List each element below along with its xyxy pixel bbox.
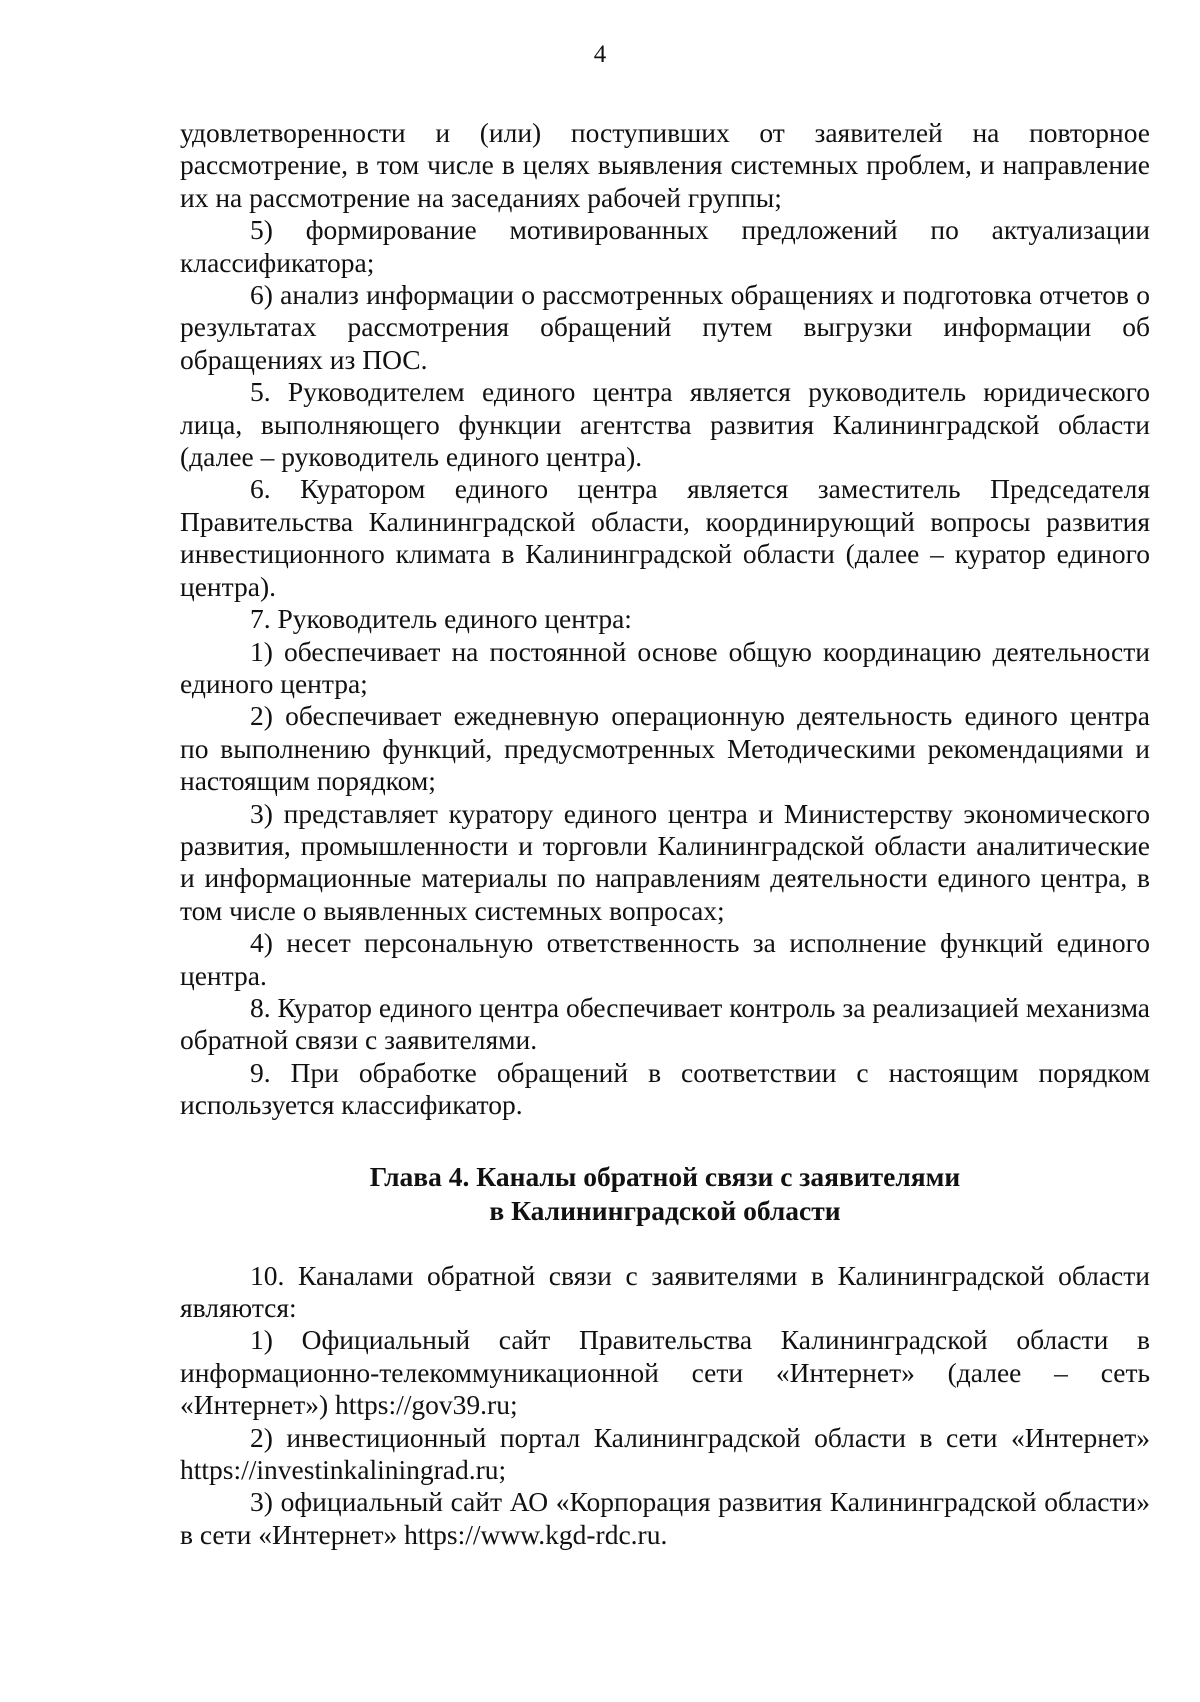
paragraph-5: 5. Руководителем единого центра является руководитель юридического лица, выполняющего функции агентства развития Калининградской области (далее – руководитель единого центра). — [180, 376, 1150, 473]
paragraph-9: 9. При обработке обращений в соответствии с настоящим порядком используется классификатор. — [180, 1056, 1150, 1121]
paragraph-continuation: удовлетворенности и (или) поступивших от заявителей на повторное рассмотрение, в том числе в целях выявления системных проблем, и направление их на рассмотрение на заседаниях рабочей группы; — [180, 117, 1150, 213]
paragraph-item-10-1: 1) Официальный сайт Правительства Калининградской области в информационно-телекоммуникационной сети «Интернет» (далее – сеть «Интернет») https://gov39.ru; — [180, 1324, 1150, 1421]
paragraph-8: 8. Куратор единого центра обеспечивает контроль за реализацией механизма обратной связи с заявителями. — [180, 991, 1150, 1056]
page-number: 4 — [593, 41, 607, 68]
paragraph-item-4-5: 5) формирование мотивированных предложений по актуализации классификатора; — [180, 214, 1150, 278]
chapter-heading — [180, 1160, 1150, 1228]
paragraph-item-7-2: 2) обеспечивает ежедневную операционную деятельность единого центра по выполнению функций, предусмотренных Методическими рекомендациями и настоящим порядком; — [180, 700, 1150, 797]
paragraph-item-10-2: 2) инвестиционный портал Калининградской области в сети «Интернет» https://investinkaliningrad.ru; — [180, 1421, 1150, 1486]
paragraph-item-7-3: 3) представляет куратору единого центра и Министерству экономического развития, промышленности и торговли Калининградской области аналитические и информационные материалы по направлениям деятельности единого центра, в том числе о выявленных системных вопросах; — [180, 797, 1150, 926]
chapter-heading-line-1: Глава 4. Каналы обратной связи с заявителями — [369, 1160, 961, 1192]
paragraph-6: 6. Куратором единого центра является заместитель Председателя Правительства Калининградской области, координирующий вопросы развития инвестиционного климата в Калининградской области (далее – куратор единого центра). — [180, 473, 1150, 602]
paragraph-item-7-4: 4) несет персональную ответственность за исполнение функций единого центра. — [180, 927, 1150, 991]
paragraph-10: 10. Каналами обратной связи с заявителями в Калининградской области являются: — [180, 1259, 1150, 1323]
paragraph-7: 7. Руководитель единого центра: — [250, 603, 632, 635]
paragraph-item-4-6: 6) анализ информации о рассмотренных обращениях и подготовка отчетов о результатах рассмотрения обращений путем выгрузки информации об обращениях из ПОС. — [180, 279, 1150, 375]
paragraph-item-10-3: 3) официальный сайт АО «Корпорация развития Калининградской области» в сети «Интернет» https://www.kgd-rdc.ru. — [180, 1486, 1150, 1550]
paragraph-item-7-1: 1) обеспечивает на постоянной основе общую координацию деятельности единого центра; — [180, 635, 1150, 699]
document-body — [180, 117, 1150, 1551]
chapter-heading-line-2: в Калининградской области — [489, 1194, 841, 1226]
